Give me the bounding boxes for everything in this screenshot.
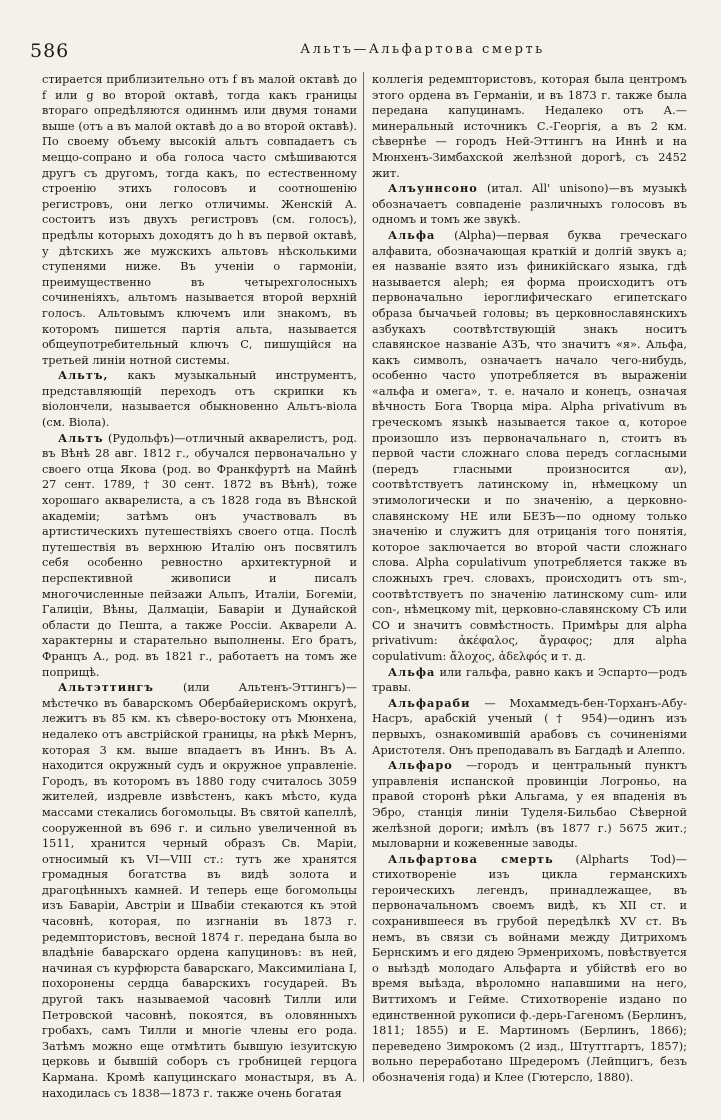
dictionary-entry <box>372 758 687 852</box>
page-number: 586 <box>30 40 70 62</box>
entry-text: (итал. All' unisono)—въ музыкѣ обозначаетъ совпаденіе различныхъ голосовъ въ одномъ и томъ же звукѣ. <box>372 182 687 227</box>
dictionary-entry <box>42 680 357 1101</box>
entry-text: коллегія редемптористовъ, которая была центромъ этого ордена въ Германіи, и въ 1873 г. также была передана капуцинамъ. Недалеко отъ А.—минеральный источникъ С.-Георгія, а въ 2 км. сѣвернѣе — городъ Ней-Эттингъ на Иннѣ и на Мюнхенъ-Зимбахской желѣзной дорогѣ, съ 2452 жит. <box>372 73 687 180</box>
dictionary-entry <box>42 368 357 430</box>
dictionary-entry <box>372 228 687 665</box>
right-column <box>372 72 687 1086</box>
left-column <box>42 72 357 1101</box>
entry-text: (Alpha)—первая буква греческаго алфавита, обозначающая краткій и долгій звукъ а; ея названіе взято изъ финикійскаго языка, гдѣ называется aleph; ея форма происходитъ отъ первоначально іероглифическаго египетскаго образа бычачьей головы; въ церковнославянскихъ азбукахъ соотвѣтствующій знакъ носитъ славянское названіе АЗЪ, что значитъ «я». Альфа, какъ символъ, означаетъ начало чего-нибудь, особенно часто употребляется въ выраженіи «альфа и омега», т. е. начало и конецъ, означая вѣчность Бога Творца міра. Alpha privativum въ греческомъ языкѣ называется такое α, которое произошло изъ первоначальнаго n, стоитъ въ первой части сложнаго слова передъ согласными (передъ гласными произносится αν), соотвѣтствуетъ латинскому in, нѣмецкому un этимологически и по значенію, а церковно-славянскому НЕ или БЕЗЪ—по одному только значенію и служитъ для отрицанія того понятія, которое заключается во второй части сложнаго слова. Alpha copulativum употребляется также въ сложныхъ греч. словахъ, происходитъ отъ sm-, соотвѣтствуетъ по значенію латинскому cum- или con-, нѣмецкому mit, церковно-славянскому СЪ или СО и значитъ совмѣстность. Примѣры для alpha privativum: ἀκέφαλος, ἄγραφος; для alpha copulativum: ἄλοχος, ἀδελφός и т. д. <box>372 228 687 663</box>
entry-text: (Alpharts Tod)—стихотвореніе изъ цикла германскихъ героическихъ легендъ, принадлежащее, въ первоначальномъ своемъ видѣ, къ XII ст. и сохранившееся въ грубой передѣлкѣ XV ст. Въ немъ, въ связи съ войнами между Дитрихомъ Бернскимъ и его дядею Эрменрихомъ, повѣствуется о выѣздѣ молодаго Альфарта и убійствѣ его во время выѣзда, вѣроломно напавшими на него, Виттихомъ и Гейме. Стихотвореніе издано по единственной рукописи ф.-дерь-Гагеномъ (Берлинъ, 1811; 1855) и Е. Мартиномъ (Берлинъ, 1866); переведено Зимрокомъ (2 изд., Штуттгартъ, 1857); вольно переработано Шредеромъ (Лейпцигъ, безъ обозначенія года) и Клее (Гютерсло, 1880). <box>372 852 687 1084</box>
entry-text: стирается приблизительно отъ f въ малой октавѣ до f или g во второй октавѣ, тогда какъ границы втораго опредѣляются одиннмъ или двумя тонами выше (отъ а въ малой октавѣ до а во второй октавѣ). По своему объему высокій альтъ совпадаетъ съ меццо-сопрано и оба голоса часто смѣшиваются другъ съ другомъ, тогда какъ, по естественному строенію этихъ голосовъ и соотношенію регистровъ, они легко отличимы. Женскій А. состоитъ изъ двухъ регистровъ (см. голосъ), предѣлы которыхъ доходятъ до h въ первой октавѣ, у дѣтскихъ же мужскихъ альтовъ нѣсколькими ступенями ниже. Въ ученіи о гармоніи, преимущественно въ четырехголосныхъ сочиненіяхъ, альтомъ называется второй верхній голосъ. Альтовымъ ключемъ или знакомъ, въ которомъ пишется партія альта, называется общеупотребительный ключъ С, пишущійся на третьей линіи нотной системы. <box>42 73 357 367</box>
entry-headword: Альфартова смерть <box>388 851 554 866</box>
entry-headword: Альтэттингъ <box>58 680 154 695</box>
entry-headword: Альтъ <box>58 430 104 445</box>
entry-headword: Алъуннсоно <box>388 181 478 196</box>
dictionary-entry <box>372 72 687 181</box>
entry-text: какъ музыкальный инструментъ, представляющій переходъ отъ скрипки къ віолончели, называется обыкновенно Альтъ-віола (см. Віола). <box>42 369 358 430</box>
entry-headword: Альфа <box>388 664 436 679</box>
dictionary-entry <box>42 431 357 681</box>
entry-text: (Рудольфъ)—отличный акварелистъ, род. въ Вѣнѣ 28 авг. 1812 г., обучался первоначально у своего отца Якова (род. во Франкфуртѣ на Майнѣ 27 сент. 1789, † 30 сент. 1872 въ Вѣнѣ), тоже хорошаго акварелиста, а съ 1828 года въ Вѣнской академіи; затѣмъ онъ участвовалъ въ артистическихъ путешествіяхъ своего отца. Послѣ путешествія въ верхнюю Италію онъ посвятилъ себя особенно ревностно архитектурной и перспективной живописи и писалъ многочисленные пейзажи Альпъ, Италіи, Богеміи, Галиціи, Вѣны, Далмаціи, Баваріи и Дунайской области до Пешта, а также Россіи. Акварели А. характерны и старательно выполнены. Его братъ, Францъ А., род. въ 1821 г., работаетъ на томъ же поприщѣ. <box>42 431 357 679</box>
running-head: Альтъ—Альфартова смерть <box>300 42 545 57</box>
dictionary-entry <box>372 665 687 696</box>
dictionary-entry <box>372 852 687 1086</box>
entry-headword: Альфа <box>388 227 436 242</box>
entry-text: — Мохаммедъ-бен-Торханъ-Абу-Насръ, арабскій ученый († 954)—одинъ изъ первыхъ, ознакомившій арабовъ съ сочиненіями Аристотеля. Онъ преподавалъ въ Багдадѣ и Алеппо. <box>372 696 687 757</box>
entry-text: —городъ и центральный пунктъ управленія испанской провинціи Логроньо, на правой сторонѣ рѣки Альгама, у ея впаденія въ Эбро, станція линіи Туделя-Бильбао Сѣверной желѣзной дороги; имѣлъ (въ 1877 г.) 5675 жит.; мыловарни и кожевенные заводы. <box>372 759 687 851</box>
entry-headword: Альтъ, <box>58 368 109 383</box>
entry-headword: Альфараби <box>388 695 471 710</box>
entry-text: или гальфа, равно какъ и Эспарто—родъ травы. <box>372 665 688 695</box>
column-divider <box>363 72 364 1082</box>
dictionary-entry <box>42 72 357 368</box>
page-header <box>30 40 695 64</box>
entry-text: (или Альтенъ-Эттингъ)—мѣстечко въ баварскомъ Обербайерискомъ округѣ, лежитъ въ 85 км. къ сѣверо-востоку отъ Мюнхена, недалеко отъ австрійской границы, на рѣкѣ Мернъ, которая 3 км. выше впадаетъ въ Иннъ. Въ А. находится окружный судъ и окружное управленіе. Городъ, въ которомъ въ 1880 году считалось 3059 жителей, издревле извѣстенъ, какъ мѣсто, куда массами стекались богомольцы. Въ святой капеллѣ, сооруженной въ 696 г. и сильно увеличенной въ 1511, хранится черный образъ Св. Маріи, относимый къ VI—VIII ст.: тутъ же хранятся громадныя богатства въ видѣ золота и драгоцѣнныхъ камней. И теперь еще богомольцы изъ Баваріи, Австріи и Швабіи стекаются къ этой часовнѣ, которая, по изгнаніи въ 1873 г. редемптористовъ, весной 1874 г. передана была во владѣніе баварскаго ордена капуциновъ: въ ней, начиная съ курфюрста баварскаго, Максимиліана I, похоронены сердца баварскихъ государей. Въ другой такъ называемой часовнѣ Тилли или Петровской часовнѣ, покоятся, въ оловянныхъ гробахъ, самъ Тилли и многіе члены его рода. Затѣмъ можно еще отмѣтить бывшую іезуитскую церковь и бывшій соборъ съ гробницей герцога Кармана. Кромѣ капуцинскаго монастыря, въ А. находилась съ 1838—1873 г. также очень богатая <box>42 681 357 1100</box>
dictionary-entry <box>372 181 687 228</box>
entry-headword: Альфаро <box>388 758 453 773</box>
dictionary-entry <box>372 696 687 758</box>
